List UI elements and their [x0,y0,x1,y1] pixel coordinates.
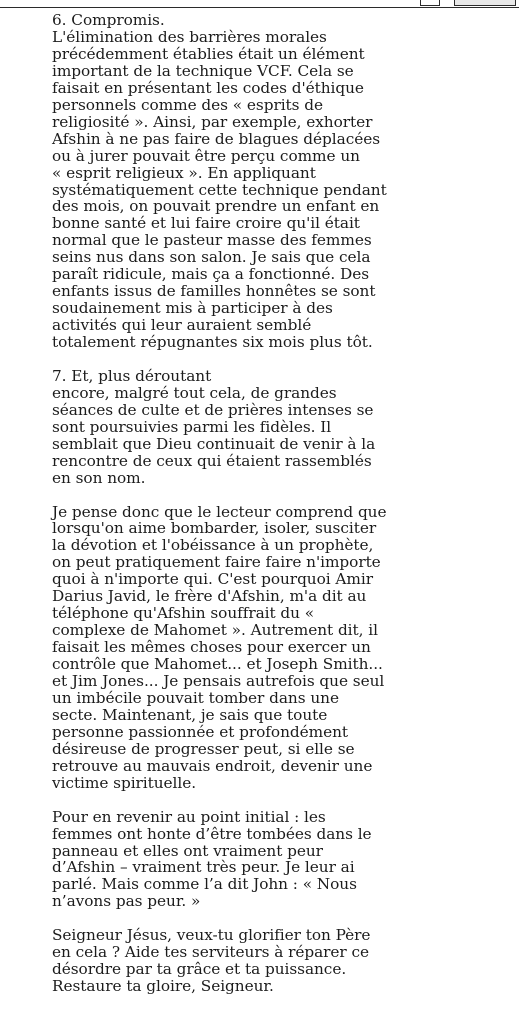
paragraph-deroutant: 7. Et, plus déroutant encore, malgré tout cela, de grandes séances de culte et de prières intenses se sont poursuivies parmi les fidèles. Il semblait que Dieu continuait de venir à la rencontre de ceux qui étaient rassemblés en son nom. [52,366,376,487]
top-edge-label-box [454,0,516,6]
top-edge-bar [0,0,519,8]
paragraph-compromis: 6. Compromis. L'élimination des barrières morales précédemment établies était un élément important de la technique VCF. Cela se faisait en présentant les codes d'éthique personnels comme des « esprits de religiosité ». Ainsi, par exemple, exhorter Afshin à ne pas faire de blagues déplacées ou à jurer pouvait être perçu comme un « esprit religieux ». En appliquant systématiquement cette technique pendant des mois, on pouvait prendre un enfant en bonne santé et lui faire croire qu'il était normal que le pasteur masse des femmes seins nus dans son salon. Je sais que cela paraît ridicule, mais ça a fonctionné. Des enfants issus de familles honnêtes se sont soudainement mis à participer à des activités qui leur auraient semblé totalement répugnantes six mois plus tôt. [52,11,387,352]
document-body [52,12,514,1012]
paragraph-priere: Seigneur Jésus, veux-tu glorifier ton Père en cela ? Aide tes serviteurs à réparer ce désordre par ta grâce et ta puissance. Restaure ta gloire, Seigneur. [52,926,371,996]
paragraph-point-initial: Pour en revenir au point initial : les femmes ont honte d’être tombées dans le panneau et elles ont vraiment peur d’Afshin – vraiment très peur. Je leur ai parlé. Mais comme l’a dit John : « Nous n’avons pas peur. » [52,807,372,911]
top-edge-tab [420,0,440,6]
paragraph-lecteur: Je pense donc que le lecteur comprend que lorsqu'on aime bombarder, isoler, susciter la dévotion et l'obéissance à un prophète, on peut pratiquement faire faire n'importe quoi à n'importe qui. C'est pourquoi Amir Darius Javid, le frère d'Afshin, m'a dit au téléphone qu'Afshin souffrait du « complexe de Mahomet ». Autrement dit, il faisait les mêmes choses pour exercer un contrôle que Mahomet... et Joseph Smith... et Jim Jones... Je pensais autrefois que seul un imbécile pouvait tomber dans une secte. Maintenant, je sais que toute personne passionnée et profondément désireuse de progresser peut, si elle se retrouve au mauvais endroit, devenir une victime spirituelle. [52,502,387,792]
